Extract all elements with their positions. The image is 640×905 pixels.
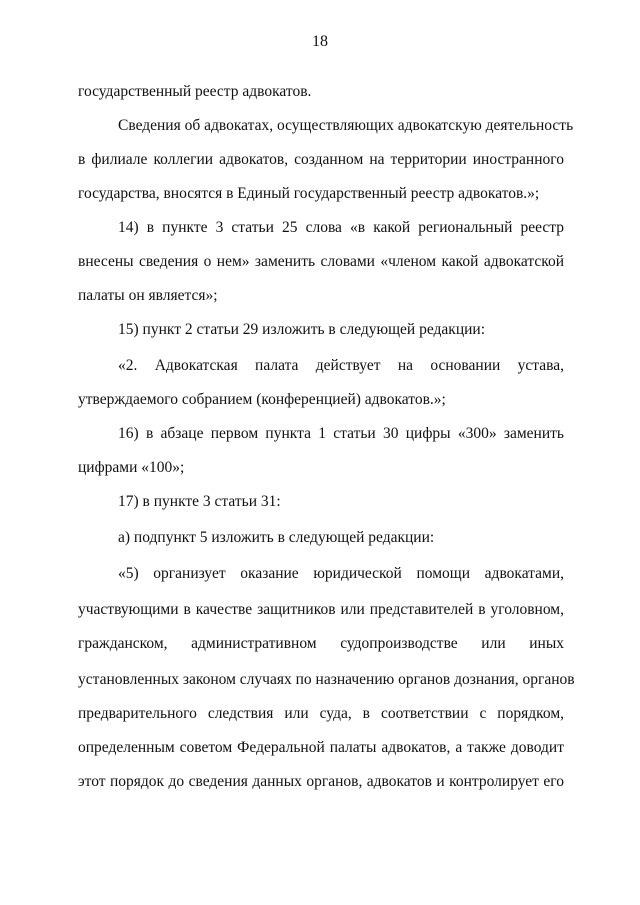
text-line: установленных законом случаях по назначению органов дознания, органов	[78, 671, 575, 688]
text-line: участвующими в качестве защитников или представителей в уголовном,	[78, 601, 564, 618]
text-line: 16) в абзаце первом пункта 1 статьи 30 цифры «300» заменить	[118, 425, 564, 442]
text-line: 17) в пункте 3 статьи 31:	[118, 493, 281, 510]
text-line: 14) в пункте 3 статьи 25 слова «в какой региональный реестр	[118, 219, 564, 236]
text-line: 15) пункт 2 статьи 29 изложить в следующей редакции:	[118, 321, 486, 338]
text-line: «2. Адвокатская палата действует на основании устава,	[118, 357, 564, 374]
text-line: Сведения об адвокатах, осуществляющих адвокатскую деятельность	[118, 117, 574, 134]
text-line: а) подпункт 5 изложить в следующей редакции:	[118, 529, 435, 546]
text-line: государства, вносятся в Единый государственный реестр адвокатов.»;	[78, 185, 540, 202]
text-line: внесены сведения о нем» заменить словами «членом какой адвокатской	[78, 253, 564, 270]
text-line: утверждаемого собранием (конференцией) адвокатов.»;	[78, 391, 446, 408]
text-line: государственный реестр адвокатов.	[78, 83, 312, 100]
text-line: гражданском, административном судопроизводстве или иных	[78, 635, 564, 652]
text-line: «5) организует оказание юридической помощи адвокатами,	[118, 565, 564, 582]
text-line: цифрами «100»;	[78, 459, 185, 476]
text-line: предварительного следствия или суда, в соответствии с порядком,	[78, 705, 564, 722]
page-number: 18	[312, 33, 328, 50]
text-line: этот порядок до сведения данных органов, адвокатов и контролирует его	[78, 773, 564, 790]
text-line: определенным советом Федеральной палаты адвокатов, а также доводит	[78, 739, 564, 756]
text-line: палаты он является»;	[78, 287, 218, 304]
text-line: в филиале коллегии адвокатов, созданном на территории иностранного	[78, 151, 564, 168]
